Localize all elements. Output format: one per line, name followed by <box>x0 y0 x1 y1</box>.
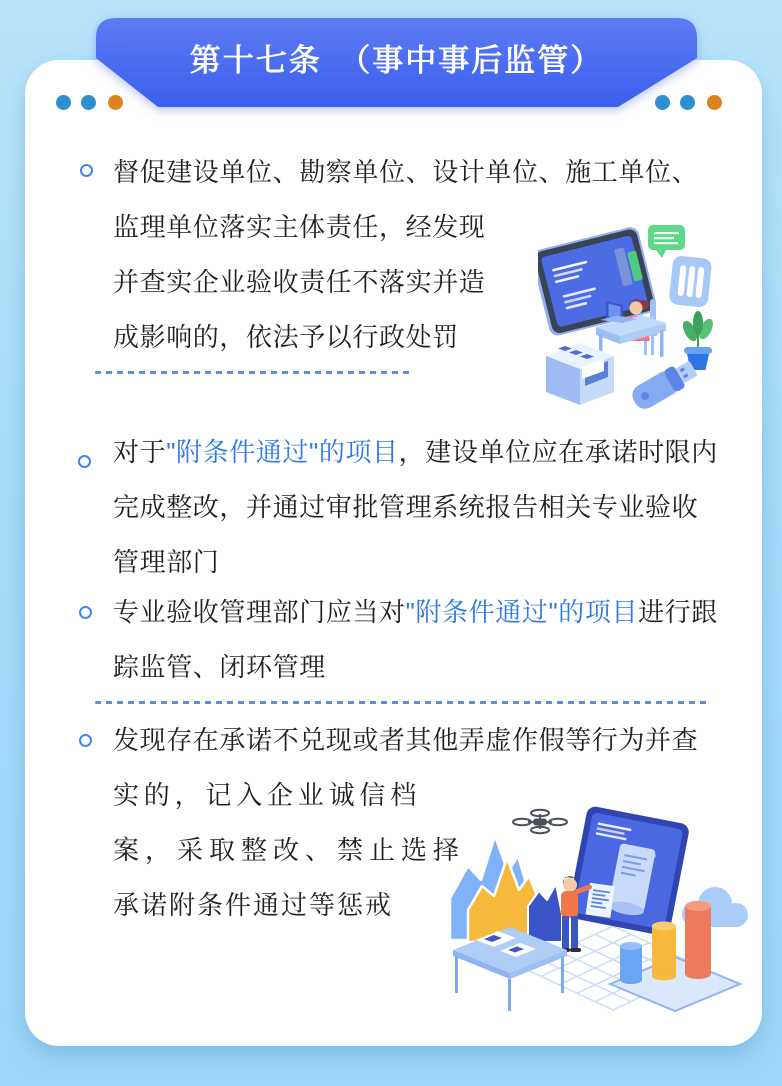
text-line: 成影响的，依法予以行政处罚 <box>113 322 459 352</box>
text-line: 督促建设单位、勘察单位、设计单位、施工单位、 <box>113 157 699 187</box>
bullet-marker <box>79 734 92 747</box>
text-line: 对于"附条件通过"的项目，建设单位应在承诺时限内 <box>113 437 718 467</box>
decor-dot <box>680 95 695 110</box>
printer-icon <box>546 343 614 405</box>
green-message-icon <box>648 225 685 258</box>
drone-icon <box>513 810 567 833</box>
page-title: 第十七条 （事中事后监管） <box>189 43 604 78</box>
text-line: 承诺附条件通过等惩戒 <box>113 890 394 920</box>
chart-bubble-icon <box>668 255 712 308</box>
area-chart-icon <box>450 836 562 942</box>
section-tracking-management <box>113 585 718 695</box>
decor-dot <box>707 95 722 110</box>
text-line: 实的，记入企业诚信档 <box>113 780 422 810</box>
text-line: 发现存在承诺不兑现或者其他弄虚作假等行为并查 <box>113 725 699 755</box>
text-line: 专业验收管理部门应当对"附条件通过"的项目进行跟 <box>113 597 718 627</box>
bullet-marker <box>78 455 91 468</box>
bullet-marker <box>79 606 92 619</box>
highlight-text: "附条件通过"的项目 <box>166 437 399 467</box>
text-line: 完成整改，并通过审批管理系统报告相关专业验收 <box>113 492 699 522</box>
dashed-divider <box>95 371 412 374</box>
decor-dot <box>56 95 71 110</box>
screen-with-document-icon <box>566 805 690 937</box>
dashed-divider <box>95 701 710 704</box>
text-line: 并查实企业验收责任不落实并造 <box>113 267 486 297</box>
decor-dot <box>108 95 123 110</box>
workstation-illustration <box>538 213 745 413</box>
decor-dot <box>655 95 670 110</box>
text-line: 管理部门 <box>113 547 220 577</box>
text-line: 监理单位落实主体责任，经发现 <box>113 212 486 242</box>
highlight-text: "附条件通过"的项目 <box>405 597 639 627</box>
plant-icon <box>680 311 716 370</box>
text-line: 踪监管、闭环管理 <box>113 652 326 682</box>
section-conditional-pass-duty <box>113 425 718 590</box>
decor-dot <box>81 95 96 110</box>
usb-drive-icon <box>628 357 699 413</box>
bullet-marker <box>80 164 93 177</box>
text-line: 案，采取整改、禁止选择 <box>113 835 466 865</box>
analytics-illustration <box>448 798 763 1013</box>
